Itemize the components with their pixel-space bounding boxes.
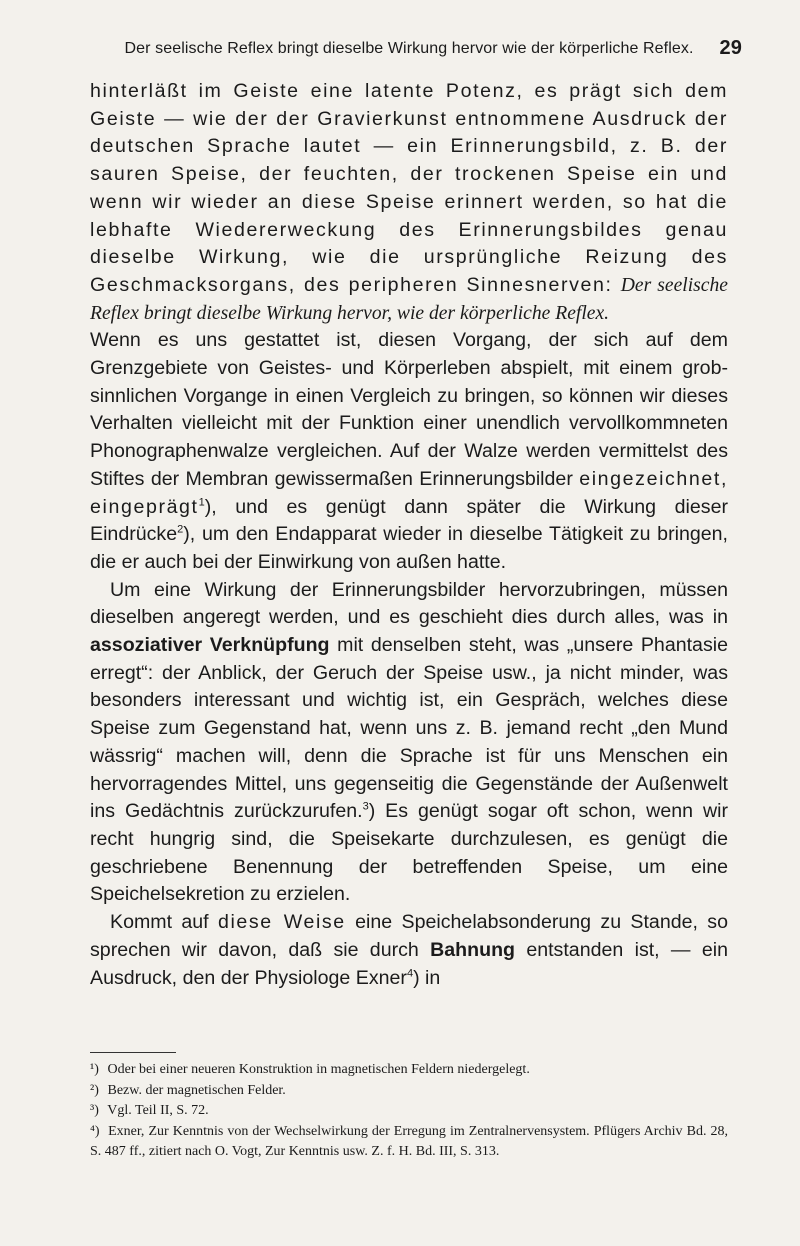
footnote-text: Exner, Zur Kenntnis von der Wechselwirkung der Erregung im Zentralnervensystem. Pflügers Archiv Bd. 28, S. 487 ff., zitiert nach O. Vogt, Zur Kenntnis usw. Z. f. H. Bd. III, S. 313. [90, 1123, 728, 1159]
footnote-marker: ¹) [90, 1062, 99, 1077]
paragraph-2 [90, 327, 728, 576]
footnote-text: Vgl. Teil II, S. 72. [107, 1103, 209, 1118]
paragraph-4-bold-term: Bahnung [430, 938, 516, 961]
footnote-marker: ⁴) [90, 1123, 100, 1139]
footnote-marker: ³) [90, 1103, 99, 1118]
running-head [90, 37, 742, 59]
paragraph-4-text-b: eine Speichelabsonderung zu Stande, so sprechen wir davon, daß sie durch [90, 911, 728, 961]
paragraph-2-text-a: Wenn es uns gestattet ist, diesen Vorgang, der sich auf dem Grenzgebiete von Geistes- und Körperleben abspielt, mit einem grob-sinnlichen Vorgange in einen Vergleich zu bringen, so können wir dieses Verhalten vielleicht mit der Funktion einer unendlich vervollkommneten Phonographenwalze vergleichen. Auf der Walze werden vermittelst des Stiftes der Membran gewissermaßen Erinnerungsbilder [90, 329, 728, 490]
paragraph-1 [90, 78, 728, 327]
footnote-4 [90, 1122, 728, 1163]
paragraph-3 [90, 577, 728, 909]
footnote-ref-3[interactable]: 3 [362, 800, 369, 813]
footnote-text: Bezw. der magnetischen Felder. [107, 1082, 286, 1098]
paragraph-1-text: hinterläßt im Geiste eine latente Potenz, es prägt sich dem Geiste — wie der der Gravierkunst entnommene Ausdruck der deutschen Sprache lautet — ein Erinnerungsbild, z. B. der sauren Speise, der feuchten, der trockenen Speise ein und wenn wir wieder an diese Speise erinnert werden, so hat die lebhafte Wiedererweckung des Erinnerungsbildes genau dieselbe Wirkung, wie die ursprüngliche Reizung des Geschmacksorgans, des peripheren Sinnesnerven: [90, 80, 728, 296]
footnote-ref-4[interactable]: 4 [406, 966, 414, 979]
footnotes [90, 1060, 728, 1163]
footnote-divider [90, 1052, 176, 1053]
paragraph-3-text-a: Um eine Wirkung der Erinnerungsbilder hervorzubringen, müssen dieselben angeregt werden, und es geschieht dies durch alles, was in [90, 578, 728, 629]
footnote-ref-1[interactable]: 1 [198, 496, 205, 509]
footnote-1 [90, 1060, 728, 1081]
footnote-ref-2[interactable]: 2 [177, 523, 184, 536]
footnote-2 [90, 1081, 728, 1102]
paragraph-3-text-b: mit denselben steht, was „unsere Phantasie erregt“: der Anblick, der Geruch der Speise usw., ja nicht minder, was besonders interessant und wichtig ist, ein Gespräch, welches diese Speise zum Gegenstand hat, wenn uns z. B. jemand recht „den Mund wässrig“ machen will, denn die Sprache ist für uns Menschen ein hervorragendes Mittel, uns gegenseitig die Gegenstände der Außenwelt ins Gedächtnis zurückzurufen. [90, 634, 729, 823]
footnote-marker: ²) [90, 1082, 99, 1098]
running-head-title: Der seelische Reflex bringt dieselbe Wirkung hervor wie der körperliche Reflex. [124, 40, 694, 57]
paragraph-4-spaced-text: diese Weise [217, 911, 346, 934]
body-text [90, 78, 728, 992]
paragraph-4-text-a: Kommt auf [110, 911, 218, 934]
footnote-text: Oder bei einer neueren Konstruktion in magnetischen Feldern niedergelegt. [107, 1062, 530, 1077]
paragraph-3-bold-term: assoziativer Verknüpfung [90, 634, 330, 657]
page-number: 29 [719, 37, 742, 59]
paragraph-2-text-c: ), um den Endapparat wieder in dieselbe Tätigkeit zu bringen, die er auch bei der Einwirkung von außen hatte. [90, 523, 728, 573]
paragraph-2-text-b: ), und es genügt dann später die Wirkung dieser Eindrücke [90, 495, 728, 546]
paragraph-4-text-c: entstanden ist, — ein Ausdruck, den der Physiologe Exner [90, 938, 728, 989]
footnote-3 [90, 1101, 728, 1122]
paragraph-3-text-c: ) Es genügt sogar oft schon, wenn wir recht hungrig sind, die Speisekarte durchzulesen, es genügt die geschriebene Benennung der betreffenden Speise, um eine Speichelsekretion zu erzielen. [90, 800, 728, 906]
paragraph-4 [90, 909, 728, 992]
paragraph-1-italic-thesis: Der seelische Reflex bringt dieselbe Wirkung hervor, wie der körperliche Reflex. [90, 274, 729, 324]
paragraph-4-text-d: ) in [413, 966, 441, 989]
paragraph-2-spaced-text: eingezeichnet, eingeprägt [90, 467, 728, 518]
